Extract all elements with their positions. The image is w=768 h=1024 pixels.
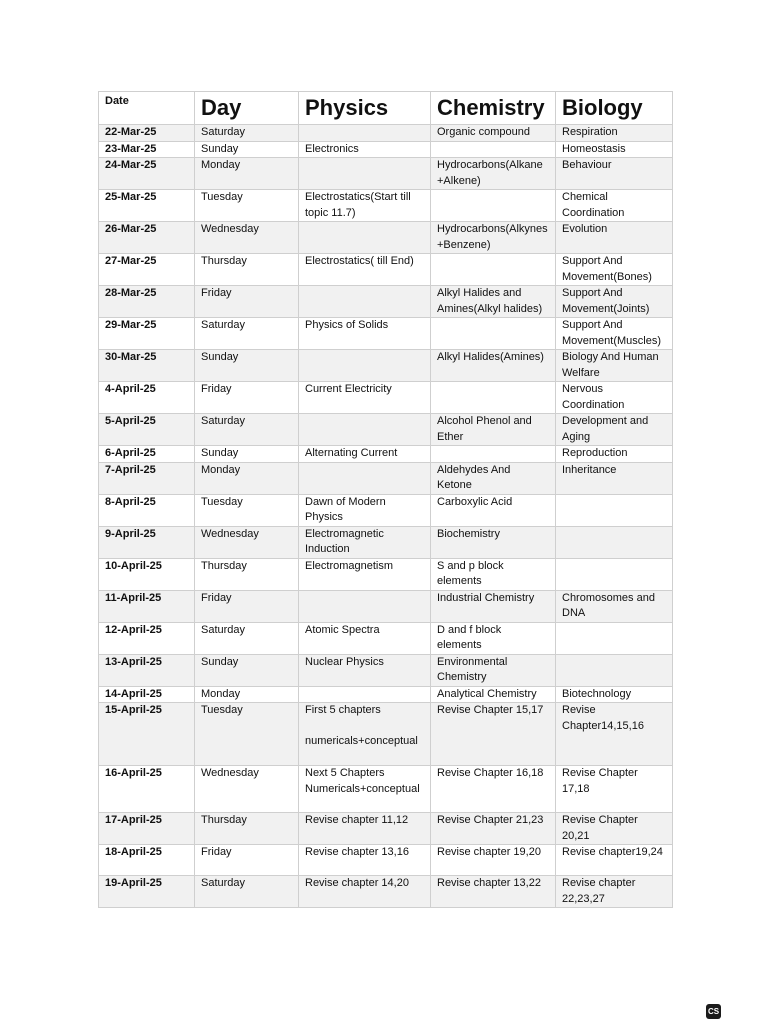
- chemistry-cell: Revise chapter 13,22: [431, 876, 556, 908]
- biology-cell: Support And Movement(Muscles): [556, 318, 673, 350]
- biology-cell: Behaviour: [556, 158, 673, 190]
- biology-cell: Revise Chapter 20,21: [556, 813, 673, 845]
- chemistry-cell: [431, 254, 556, 286]
- physics-cell: Electromagnetic Induction: [299, 526, 431, 558]
- physics-cell: Revise chapter 13,16: [299, 845, 431, 876]
- day-cell: Monday: [195, 462, 299, 494]
- biology-cell: Chemical Coordination: [556, 190, 673, 222]
- biology-cell: Inheritance: [556, 462, 673, 494]
- table-row: [99, 494, 673, 526]
- day-cell: Tuesday: [195, 494, 299, 526]
- chemistry-cell: Industrial Chemistry: [431, 590, 556, 622]
- date-cell: 28-Mar-25: [99, 286, 195, 318]
- table-body: [99, 125, 673, 908]
- chemistry-cell: Environmental Chemistry: [431, 654, 556, 686]
- study-schedule-table: [98, 91, 673, 908]
- date-cell: 16-April-25: [99, 766, 195, 813]
- table-row: [99, 845, 673, 876]
- biology-cell: Support And Movement(Joints): [556, 286, 673, 318]
- camscanner-logo-icon: CS: [706, 1004, 721, 1019]
- day-cell: Sunday: [195, 350, 299, 382]
- day-cell: Monday: [195, 158, 299, 190]
- biology-cell: Reproduction: [556, 446, 673, 463]
- day-cell: Wednesday: [195, 526, 299, 558]
- date-cell: 17-April-25: [99, 813, 195, 845]
- chemistry-cell: Alcohol Phenol and Ether: [431, 414, 556, 446]
- biology-cell: [556, 494, 673, 526]
- date-cell: 9-April-25: [99, 526, 195, 558]
- day-cell: Friday: [195, 286, 299, 318]
- physics-cell: [299, 462, 431, 494]
- date-cell: 13-April-25: [99, 654, 195, 686]
- date-cell: 15-April-25: [99, 703, 195, 766]
- date-cell: 27-Mar-25: [99, 254, 195, 286]
- chemistry-cell: Hydrocarbons(Alkane +Alkene): [431, 158, 556, 190]
- physics-cell: [299, 222, 431, 254]
- chemistry-cell: D and f block elements: [431, 622, 556, 654]
- table-row: [99, 876, 673, 908]
- table-row: [99, 158, 673, 190]
- header-chemistry: Chemistry: [431, 92, 556, 125]
- physics-cell: Revise chapter 14,20: [299, 876, 431, 908]
- chemistry-cell: [431, 141, 556, 158]
- physics-cell: Electrostatics(Start till topic 11.7): [299, 190, 431, 222]
- physics-cell: Electromagnetism: [299, 558, 431, 590]
- biology-cell: Support And Movement(Bones): [556, 254, 673, 286]
- biology-cell: Chromosomes and DNA: [556, 590, 673, 622]
- day-cell: Wednesday: [195, 766, 299, 813]
- biology-cell: [556, 622, 673, 654]
- date-cell: 8-April-25: [99, 494, 195, 526]
- day-cell: Sunday: [195, 141, 299, 158]
- table-row: [99, 558, 673, 590]
- date-cell: 29-Mar-25: [99, 318, 195, 350]
- table-row: [99, 190, 673, 222]
- chemistry-cell: Analytical Chemistry: [431, 686, 556, 703]
- table-header-row: [99, 92, 673, 125]
- table-row: [99, 590, 673, 622]
- date-cell: 14-April-25: [99, 686, 195, 703]
- day-cell: Sunday: [195, 654, 299, 686]
- day-cell: Wednesday: [195, 222, 299, 254]
- table-row: [99, 318, 673, 350]
- table-row: [99, 462, 673, 494]
- date-cell: 4-April-25: [99, 382, 195, 414]
- day-cell: Saturday: [195, 622, 299, 654]
- date-cell: 5-April-25: [99, 414, 195, 446]
- physics-cell: [299, 125, 431, 142]
- day-cell: Saturday: [195, 125, 299, 142]
- table-row: [99, 414, 673, 446]
- physics-cell: [299, 686, 431, 703]
- chemistry-cell: Revise Chapter 15,17: [431, 703, 556, 766]
- chemistry-cell: Alkyl Halides(Amines): [431, 350, 556, 382]
- date-cell: 18-April-25: [99, 845, 195, 876]
- day-cell: Friday: [195, 382, 299, 414]
- biology-cell: Revise chapter19,24: [556, 845, 673, 876]
- date-cell: 7-April-25: [99, 462, 195, 494]
- header-day: Day: [195, 92, 299, 125]
- chemistry-cell: Alkyl Halides and Amines(Alkyl halides): [431, 286, 556, 318]
- day-cell: Tuesday: [195, 190, 299, 222]
- date-cell: 30-Mar-25: [99, 350, 195, 382]
- day-cell: Thursday: [195, 558, 299, 590]
- day-cell: Sunday: [195, 446, 299, 463]
- chemistry-cell: Aldehydes And Ketone: [431, 462, 556, 494]
- date-cell: 10-April-25: [99, 558, 195, 590]
- table-row: [99, 813, 673, 845]
- physics-cell: [299, 158, 431, 190]
- physics-cell: Current Electricity: [299, 382, 431, 414]
- chemistry-cell: Carboxylic Acid: [431, 494, 556, 526]
- day-cell: Saturday: [195, 414, 299, 446]
- biology-cell: Biology And Human Welfare: [556, 350, 673, 382]
- table-row: [99, 622, 673, 654]
- header-date: Date: [99, 92, 195, 125]
- table-row: [99, 766, 673, 813]
- biology-cell: Revise Chapter14,15,16: [556, 703, 673, 766]
- table-row: [99, 222, 673, 254]
- physics-cell: Physics of Solids: [299, 318, 431, 350]
- biology-cell: [556, 526, 673, 558]
- day-cell: Monday: [195, 686, 299, 703]
- table-row: [99, 446, 673, 463]
- day-cell: Thursday: [195, 813, 299, 845]
- chemistry-cell: [431, 382, 556, 414]
- table-row: [99, 125, 673, 142]
- biology-cell: Homeostasis: [556, 141, 673, 158]
- date-cell: 25-Mar-25: [99, 190, 195, 222]
- date-cell: 19-April-25: [99, 876, 195, 908]
- table-row: [99, 286, 673, 318]
- physics-cell: Revise chapter 11,12: [299, 813, 431, 845]
- table-row: [99, 254, 673, 286]
- physics-cell: Next 5 Chapters Numericals+conceptual: [299, 766, 431, 813]
- physics-cell: Atomic Spectra: [299, 622, 431, 654]
- biology-cell: Development and Aging: [556, 414, 673, 446]
- physics-cell: [299, 350, 431, 382]
- biology-cell: [556, 558, 673, 590]
- biology-cell: Respiration: [556, 125, 673, 142]
- biology-cell: Revise chapter 22,23,27: [556, 876, 673, 908]
- date-cell: 11-April-25: [99, 590, 195, 622]
- chemistry-cell: [431, 190, 556, 222]
- day-cell: Friday: [195, 845, 299, 876]
- day-cell: Thursday: [195, 254, 299, 286]
- physics-cell: [299, 414, 431, 446]
- table-row: [99, 141, 673, 158]
- chemistry-cell: Revise Chapter 21,23: [431, 813, 556, 845]
- header-physics: Physics: [299, 92, 431, 125]
- biology-cell: Nervous Coordination: [556, 382, 673, 414]
- chemistry-cell: Revise Chapter 16,18: [431, 766, 556, 813]
- chemistry-cell: [431, 446, 556, 463]
- biology-cell: [556, 654, 673, 686]
- date-cell: 24-Mar-25: [99, 158, 195, 190]
- chemistry-cell: S and p block elements: [431, 558, 556, 590]
- physics-cell: Electronics: [299, 141, 431, 158]
- date-cell: 26-Mar-25: [99, 222, 195, 254]
- day-cell: Tuesday: [195, 703, 299, 766]
- header-biology: Biology: [556, 92, 673, 125]
- biology-cell: Revise Chapter 17,18: [556, 766, 673, 813]
- physics-cell: Nuclear Physics: [299, 654, 431, 686]
- physics-cell: [299, 286, 431, 318]
- table-row: [99, 350, 673, 382]
- chemistry-cell: Biochemistry: [431, 526, 556, 558]
- day-cell: Saturday: [195, 318, 299, 350]
- chemistry-cell: Revise chapter 19,20: [431, 845, 556, 876]
- biology-cell: Biotechnology: [556, 686, 673, 703]
- chemistry-cell: Hydrocarbons(Alkynes +Benzene): [431, 222, 556, 254]
- physics-cell: [299, 590, 431, 622]
- day-cell: Friday: [195, 590, 299, 622]
- physics-cell: Dawn of Modern Physics: [299, 494, 431, 526]
- physics-cell: First 5 chapters numericals+conceptual: [299, 703, 431, 766]
- table-row: [99, 703, 673, 766]
- chemistry-cell: Organic compound: [431, 125, 556, 142]
- day-cell: Saturday: [195, 876, 299, 908]
- date-cell: 23-Mar-25: [99, 141, 195, 158]
- table-row: [99, 382, 673, 414]
- physics-cell: Alternating Current: [299, 446, 431, 463]
- date-cell: 12-April-25: [99, 622, 195, 654]
- date-cell: 6-April-25: [99, 446, 195, 463]
- biology-cell: Evolution: [556, 222, 673, 254]
- physics-cell: Electrostatics( till End): [299, 254, 431, 286]
- date-cell: 22-Mar-25: [99, 125, 195, 142]
- chemistry-cell: [431, 318, 556, 350]
- table-row: [99, 526, 673, 558]
- table-row: [99, 654, 673, 686]
- table-row: [99, 686, 673, 703]
